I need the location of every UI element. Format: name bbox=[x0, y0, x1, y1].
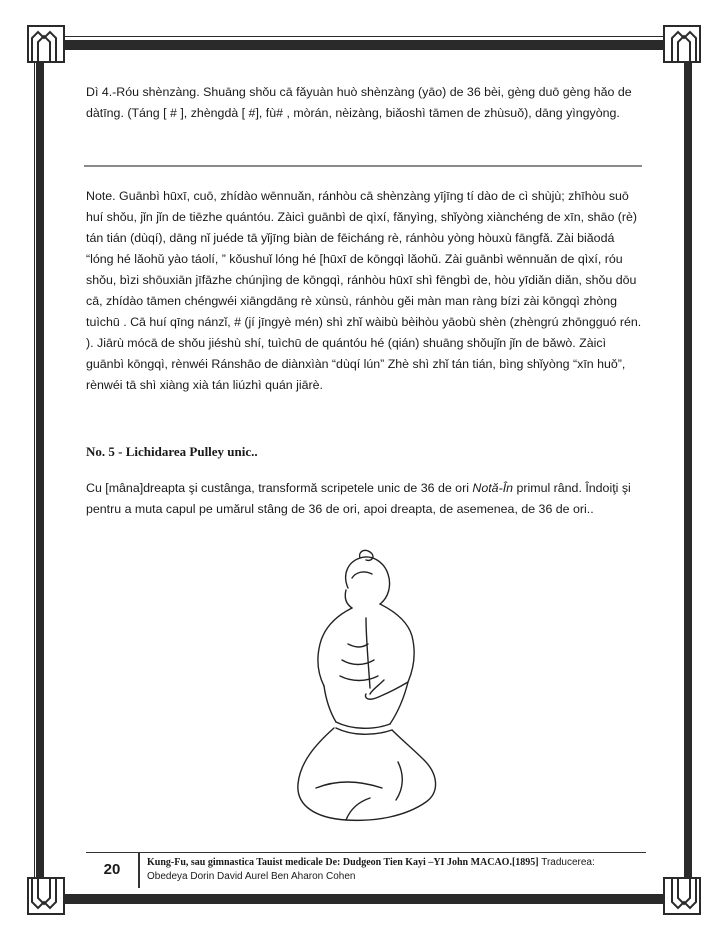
corner-ornament-icon bbox=[26, 876, 66, 916]
corner-ornament-icon bbox=[662, 24, 702, 64]
footer-separator bbox=[138, 852, 140, 888]
footer-citation bbox=[147, 856, 647, 884]
paragraph-pulley-text-a: Cu [mâna]dreapta şi custânga, transformă scripetele unic de 36 de ori bbox=[86, 481, 473, 495]
footer-title: Kung-Fu, sau gimnastica Tauist medicale De: Dudgeon Tien Kayi –YI John MACAO.[1895] bbox=[147, 857, 539, 868]
page-number: 20 bbox=[103, 861, 121, 878]
seated-figure-illustration bbox=[286, 548, 446, 838]
footer-divider bbox=[86, 852, 646, 853]
paragraph-pulley-text-b: primul rând. Îndoiţi şi pentru a muta capul pe umărul stâng de 36 de ori, apoi dreapta, de asemenea, de 36 de ori.. bbox=[86, 481, 631, 516]
corner-ornament-icon bbox=[26, 24, 66, 64]
paragraph-note: Note. Guānbì hūxī, cuō, zhídào wēnnuǎn, ránhòu cā shènzàng yījīng tí dào de cì shùjù; zhīhòu suō huí shǒu, jǐn jǐn de tiēzhe quántóu. Zàicì guānbì de qìxí, fǎnyìng, shǐyòng xiànchéng de xīn, shāo (rè) tán tián (dùqí), dāng nǐ juéde tā yǐjīng biàn de fēicháng rè, ránhòu yòng hòuxù fāngfǎ. Zài biǎodá “lóng hé lǎohǔ yào táolí, ” kǒushuǐ lóng hé [hūxī de kōngqì lǎohǔ. Zài guānbì wēnnuǎn de qìxí, róu shǒu, bìzi shōuxiān jīfāzhe chúnjìng de kōngqì, ránhòu hūxī shì fēngbì de, hòu yīdiǎn diǎn, shǒu dōu cā, zhídào tāmen chéngwéi xiāngdāng rè xùnsù, ránhòu gěi màn man ràng bízi zài kōngqì zhòng tuìchū . Cā huí qīng nánzǐ, # (jí jīngyè mén) shì zhǐ wàibù bèihòu yāobù shèn (zhèngrú zhōngguó rén. ). Jiārù mócā de shǒu jiéshù shí, tuìchū de quántóu hé (qián) shuāng shǒujǐn jǐn de bǎwò. Zàicì guānbì kōngqì, rènwéi Ránshāo de diànxìàn “dùqí lún” Zhè shì zhǐ tán tián, bìng shǐyòng “xīn huǒ”, rènwéi tā shì xiàng xià tán liúzhì quán jiārè. bbox=[86, 189, 642, 392]
paragraph-pulley-exercise bbox=[86, 478, 642, 520]
section-heading: No. 5 - Lichidarea Pulley unic.. bbox=[86, 444, 258, 459]
paragraph-pulley-emphasis: Notă-În bbox=[472, 481, 514, 495]
corner-ornament-icon bbox=[662, 876, 702, 916]
footer-translator: Obedeya Dorin David Aurel Ben Aharon Cohen bbox=[147, 871, 356, 882]
paragraph-kidney-rubbing: Dì 4.-Róu shènzàng. Shuāng shǒu cā fǎyuàn huò shènzàng (yāo) de 36 bèi, gèng duō gèng hǎo de dàtīng. (Táng [ # ], zhèngdà [ #], fù# , mòrán, nèizàng, biǎoshì tāmen de zhùsuǒ), dāng yìngyòng. bbox=[86, 85, 632, 120]
section-divider bbox=[84, 165, 642, 167]
footer-translator-label: Traducerea: bbox=[538, 857, 595, 868]
